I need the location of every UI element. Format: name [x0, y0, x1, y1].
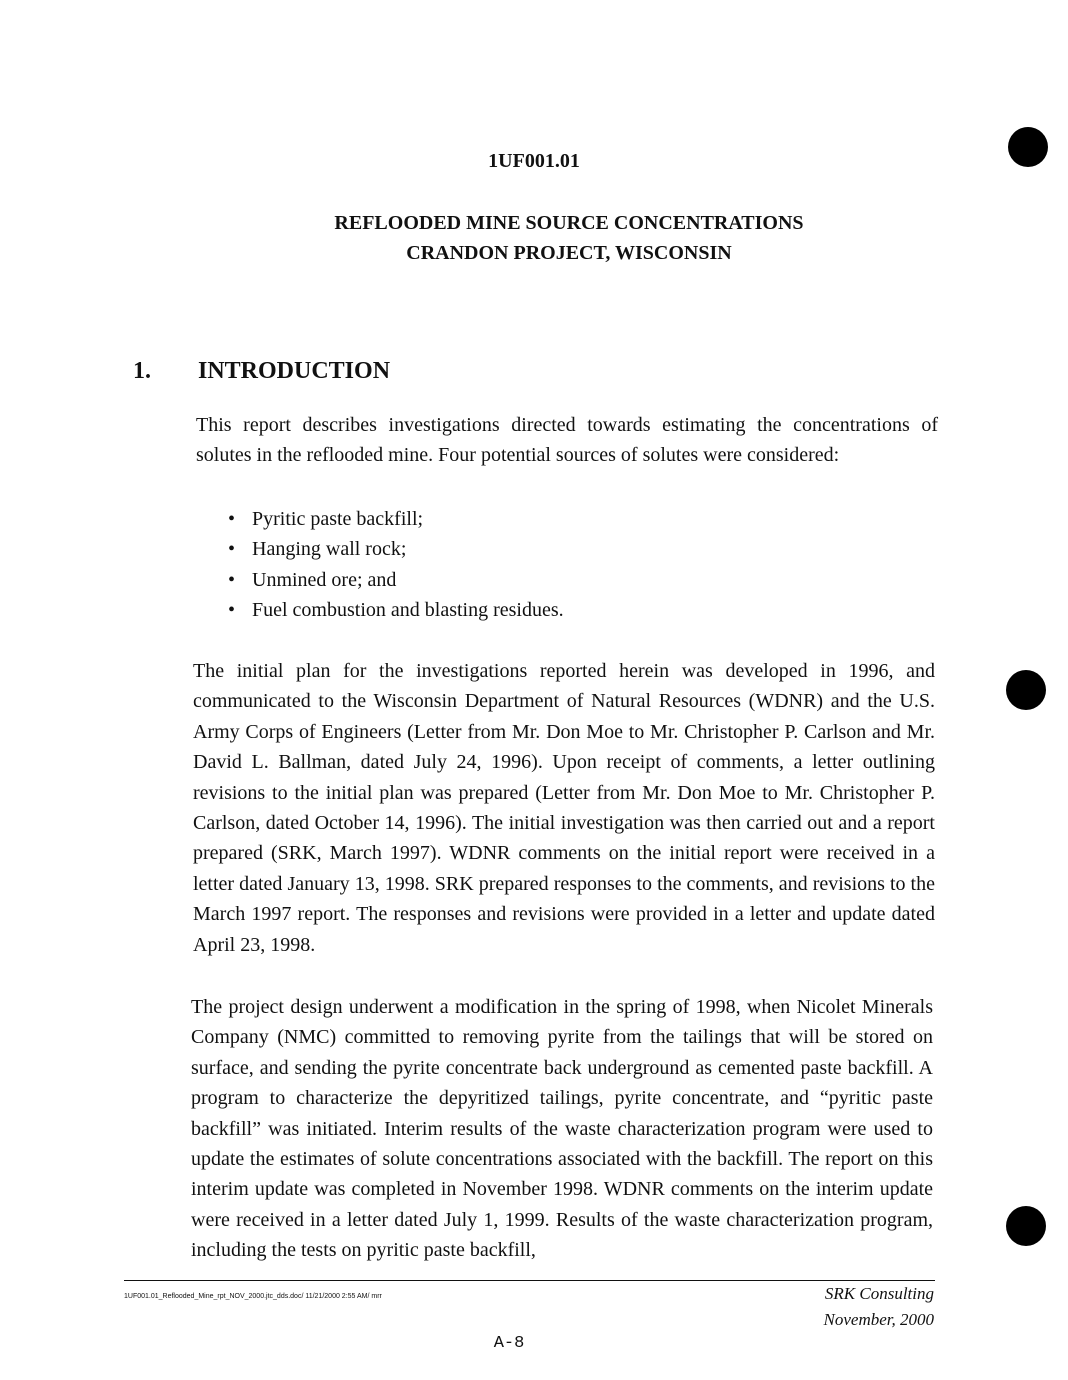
- punch-hole-icon: [1006, 670, 1046, 710]
- punch-hole-icon: [1006, 1206, 1046, 1246]
- footer-divider: [124, 1280, 935, 1281]
- intro-paragraph: This report describes investigations directed towards estimating the concentrations of solutes in the reflooded mine. Four potential sources of solutes were considered:: [196, 414, 938, 467]
- footer-filename: 1UF001.01_Reflooded_Mine_rpt_NOV_2000.jtc_dds.doc/ 11/21/2000 2:55 AM/ mrr: [124, 1293, 382, 1300]
- footer-date: November, 2000: [823, 1310, 934, 1329]
- list-item: • Pyritic paste backfill;: [228, 504, 564, 534]
- list-item: • Unmined ore; and: [228, 565, 564, 595]
- page-number: A-8: [493, 1334, 525, 1353]
- punch-hole-icon: [1008, 127, 1048, 167]
- list-item: • Hanging wall rock;: [228, 534, 564, 564]
- document-title-line-1: REFLOODED MINE SOURCE CONCENTRATIONS: [334, 212, 804, 234]
- list-item: • Fuel combustion and blasting residues.: [228, 595, 564, 625]
- footer-company: SRK Consulting: [824, 1284, 934, 1303]
- design-modification-paragraph: The project design underwent a modification in the spring of 1998, when Nicolet Minerals Company (NMC) committed to removing pyrite from the tailings that will be stored on surface, and sending the pyrite concentrate back underground as cemented paste backfill. A program to characterize the depyritized tailings, pyrite concentrate, and “pyritic paste backfill” was initiated. Interim results of the waste characterization program were used to update the estimates of solute concentrations associated with the backfill. The report on this interim update was completed in November 1998. WDNR comments on the interim update were received in a letter dated July 1, 1999. Results of the waste characterization program, including the tests on pyritic paste backfill,: [191, 996, 933, 1262]
- document-code: 1UF001.01: [488, 150, 580, 172]
- solute-sources-list: [228, 504, 564, 626]
- history-paragraph: The initial plan for the investigations reported herein was developed in 1996, and communicated to the Wisconsin Department of Natural Resources (WDNR) and the U.S. Army Corps of Engineers (Letter from Mr. Don Moe to Mr. Christopher P. Carlson and Mr. David L. Ballman, dated July 24, 1996). Upon receipt of comments, a letter outlining revisions to the initial plan was prepared (Letter from Mr. Don Moe to Mr. Christopher P. Carlson, dated October 14, 1996). The initial investigation was then carried out and a report prepared (SRK, March 1997). WDNR comments on the initial report were received in a letter dated January 13, 1998. SRK prepared responses to the comments, and revisions to the March 1997 report. The responses and revisions were provided in a letter and update dated April 23, 1998.: [193, 660, 935, 956]
- section-number: 1.: [133, 358, 151, 384]
- document-title-line-2: CRANDON PROJECT, WISCONSIN: [406, 242, 732, 264]
- section-heading: INTRODUCTION: [198, 358, 391, 384]
